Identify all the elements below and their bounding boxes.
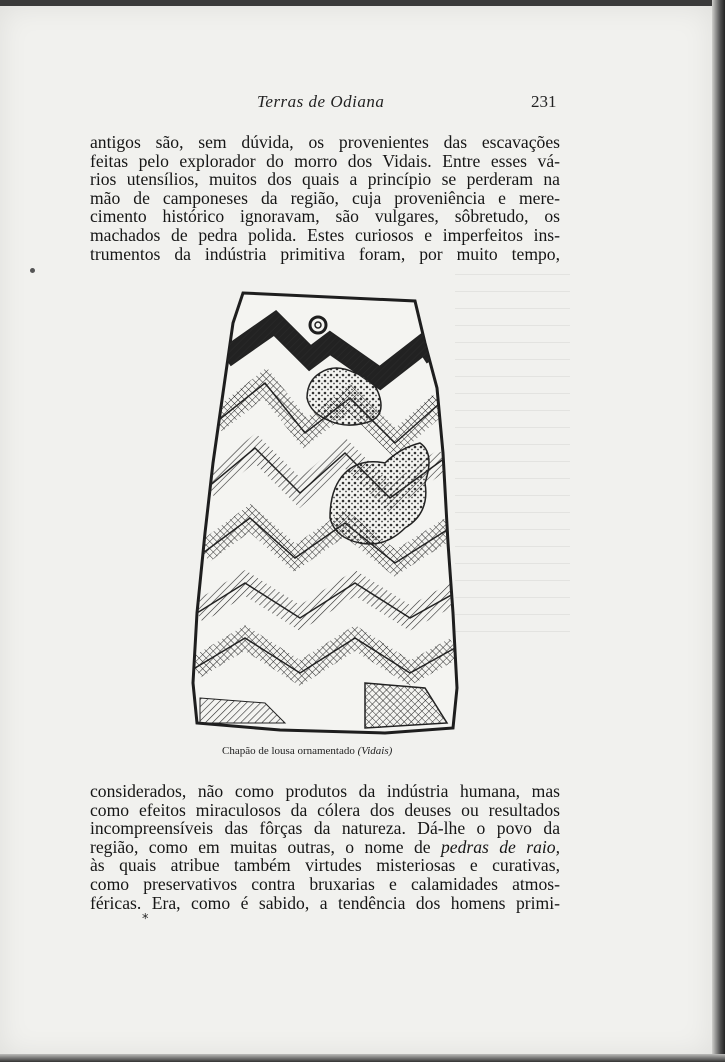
text-line: às quais atribue também virtudes misteriosas e curativas, [90,855,560,876]
text-line: mão de camponeses da região, cuja proveniência e mere- [90,187,560,208]
text-line: trumentos da indústria primitiva foram, por muito tempo, [90,243,560,264]
text-line: como preservativos contra bruxarias e calamidades atmos- [90,873,560,894]
text-line: considerados, não como produtos da indústria humana, mas [90,781,560,801]
footnote-mark: * [142,912,149,927]
caption-text: Chapão de lousa ornamentado [222,745,355,757]
slate-plaque-illustration [185,283,460,738]
text-line: machados de pedra polida. Estes curiosos e imperfeitos ins- [90,224,560,245]
page-edge-right [712,0,725,1062]
text-line: antigos são, sem dúvida, os provenientes das escavações [90,132,560,152]
text-line-with-emphasis [90,838,560,857]
emphasis-term: pedras de raio, [440,836,560,857]
text-line: como efeitos miraculosos da cólera dos deuses ou resultados [90,799,560,820]
text-line: incompreensíveis das fôrças da natureza. Dá-lhe o povo da [90,818,560,839]
figure-caption [222,745,522,757]
page-edge-bottom [0,1054,725,1062]
bleed-through-texture [455,258,570,632]
text-line: féricas. Era, como é sabido, a tendência dos homens primi- [90,892,560,913]
page-speck [30,268,35,273]
text-line: rios utensílios, muitos dos quais a princípio se perderam na [90,169,560,190]
text-line: cimento histórico ignoravam, são vulgares, sôbretudo, os [90,206,560,227]
text-line-part: região, como em muitas outras, o nome de [90,836,431,857]
caption-place: (Vidais) [357,745,393,757]
page-number: 231 [531,92,557,111]
paragraph-bottom [90,782,560,912]
text-line: feitas pelo explorador do morro dos Vidais. Entre esses vá- [90,150,560,171]
running-title: Terras de Odiana [257,92,385,111]
paragraph-top [90,133,560,263]
